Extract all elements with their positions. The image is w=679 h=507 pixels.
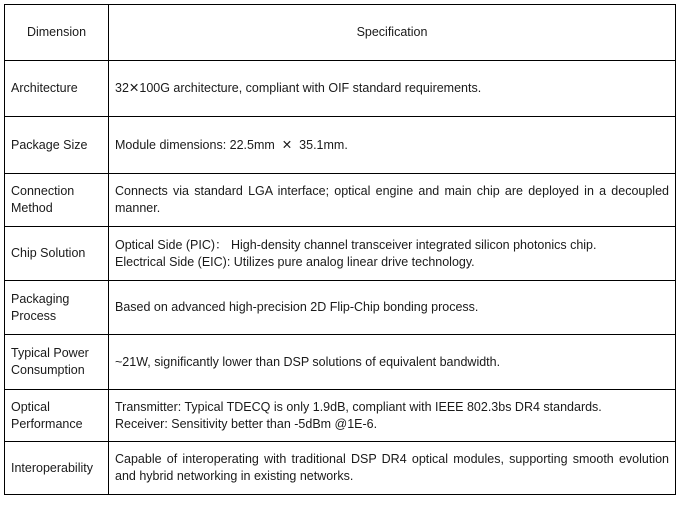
specification-text-line-2: Receiver: Sensitivity better than -5dBm @1E-6. [115,416,378,431]
specification-cell [109,61,676,117]
header-row [5,5,676,61]
specification-text-line-1: Transmitter: Typical TDECQ is only 1.9dB, compliant with IEEE 802.3bs DR4 standards. [115,399,602,414]
table-row [5,227,676,281]
header-dimension: Dimension [5,5,109,61]
specification-cell [109,335,676,390]
specification-text: Capable of interoperating with traditional DSP DR4 optical modules, supporting smooth evolution and hybrid networking in existing networks. [115,452,669,483]
dimension-cell: Typical Power Consumption [5,335,109,390]
specification-text-line-1: Optical Side (PIC)： High-density channel transceiver integrated silicon photonics chip. [115,237,597,252]
dimension-cell: Connection Method [5,174,109,227]
specification-table [4,4,676,495]
specification-text: Based on advanced high-precision 2D Flip-Chip bonding process. [115,300,479,314]
table-row [5,61,676,117]
dimension-cell: Package Size [5,117,109,174]
table-header [5,5,676,61]
table-body [5,61,676,495]
specification-text: 32✕100G architecture, compliant with OIF standard requirements. [115,81,482,95]
table-row [5,174,676,227]
table-row [5,390,676,442]
table-row [5,442,676,495]
header-specification: Specification [109,5,676,61]
specification-cell [109,442,676,495]
table-row [5,335,676,390]
dimension-cell: Optical Performance [5,390,109,442]
specification-text: ~21W, significantly lower than DSP solutions of equivalent bandwidth. [115,354,501,369]
dimension-cell: Interoperability [5,442,109,495]
dimension-cell: Chip Solution [5,227,109,281]
specification-cell [109,117,676,174]
specification-text: Connects via standard LGA interface; optical engine and main chip are deployed in a decoupled manner. [115,184,669,215]
table-row [5,117,676,174]
dimension-cell: Packaging Process [5,281,109,335]
specification-cell [109,174,676,227]
table-row [5,281,676,335]
specification-cell [109,227,676,281]
dimension-cell: Architecture [5,61,109,117]
specification-text-line-2: Electrical Side (EIC): Utilizes pure analog linear drive technology. [115,254,475,269]
specification-cell [109,281,676,335]
specification-text: Module dimensions: 22.5mm ✕ 35.1mm. [115,137,348,152]
specification-cell [109,390,676,442]
